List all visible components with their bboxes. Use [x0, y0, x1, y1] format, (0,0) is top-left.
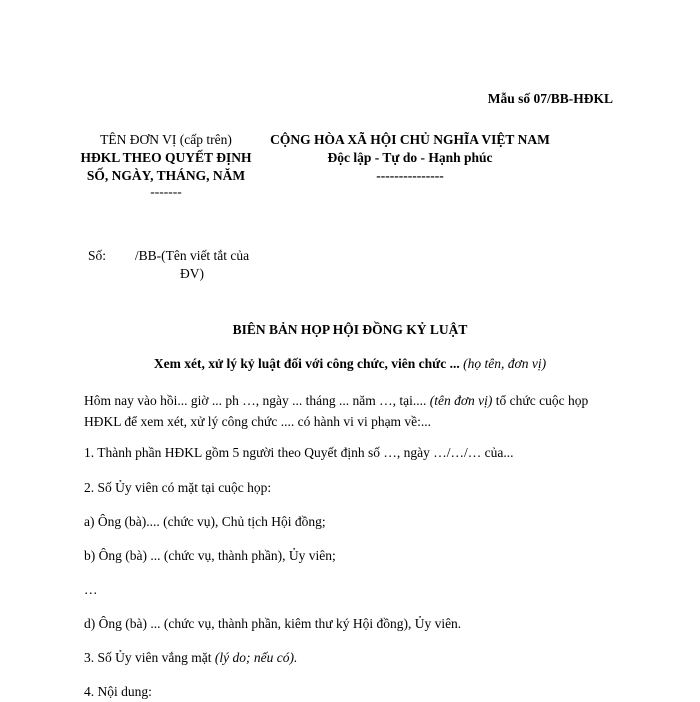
- item-4: 4. Nội dung:: [84, 684, 152, 699]
- left-header-divider: -------: [150, 184, 182, 199]
- item-ellipsis: …: [84, 582, 98, 597]
- item-2b: b) Ông (bà) ... (chức vụ, thành phần), Ủy viên;: [84, 548, 336, 563]
- item-2: 2. Số Ủy viên có mặt tại cuộc họp:: [84, 480, 272, 495]
- document-number-label: Số:: [88, 248, 107, 263]
- intro-unit-note: (tên đơn vị): [429, 393, 493, 408]
- item-3: [84, 647, 624, 668]
- right-header-divider: ---------------: [376, 168, 444, 183]
- council-decision-line: HĐKL THEO QUYẾT ĐỊNH: [80, 150, 252, 165]
- item-2d: d) Ông (bà) ... (chức vụ, thành phần, kiêm thư ký Hội đồng), Ủy viên.: [84, 616, 462, 631]
- motto: Độc lập - Tự do - Hạnh phúc: [327, 150, 493, 165]
- intro-part2: tổ chức cuộc họp HĐKL để xem xét, xử lý công chức .... có hành vi vi phạm về:...: [84, 393, 589, 429]
- subtitle-main: Xem xét, xử lý kỷ luật đối với công chức, viên chức ...: [153, 356, 460, 371]
- item-3-note: (lý do; nếu có).: [214, 650, 298, 665]
- decision-date-line: SỐ, NGÀY, THÁNG, NĂM: [86, 168, 246, 183]
- intro-paragraph: [84, 390, 624, 432]
- item-1: 1. Thành phần HĐKL gồm 5 người theo Quyết định số …, ngày …/…/… của...: [84, 445, 514, 460]
- form-number: Mẫu số 07/BB-HĐKL: [487, 91, 613, 106]
- document-number: [80, 247, 280, 283]
- intro-part1: Hôm nay vào hồi... giờ ... ph …, ngày ... tháng ... năm …, tại....: [84, 393, 427, 408]
- document-number-value: /BB-(Tên viết tắt của ĐV): [134, 248, 250, 281]
- item-2a: a) Ông (bà).... (chức vụ), Chủ tịch Hội đồng;: [84, 514, 326, 529]
- subtitle-note: (họ tên, đơn vị): [463, 356, 547, 371]
- country-name: CỘNG HÒA XÃ HỘI CHỦ NGHĨA VIỆT NAM: [270, 132, 550, 147]
- issuing-unit-name: TÊN ĐƠN VỊ (cấp trên): [100, 132, 232, 147]
- national-motto-header: [260, 131, 560, 185]
- issuing-unit-header: [80, 131, 252, 199]
- document-title: BIÊN BẢN HỌP HỘI ĐỒNG KỶ LUẬT: [232, 322, 468, 337]
- document-subtitle: [0, 356, 700, 372]
- item-3-text: 3. Số Ủy viên vắng mặt: [84, 650, 212, 665]
